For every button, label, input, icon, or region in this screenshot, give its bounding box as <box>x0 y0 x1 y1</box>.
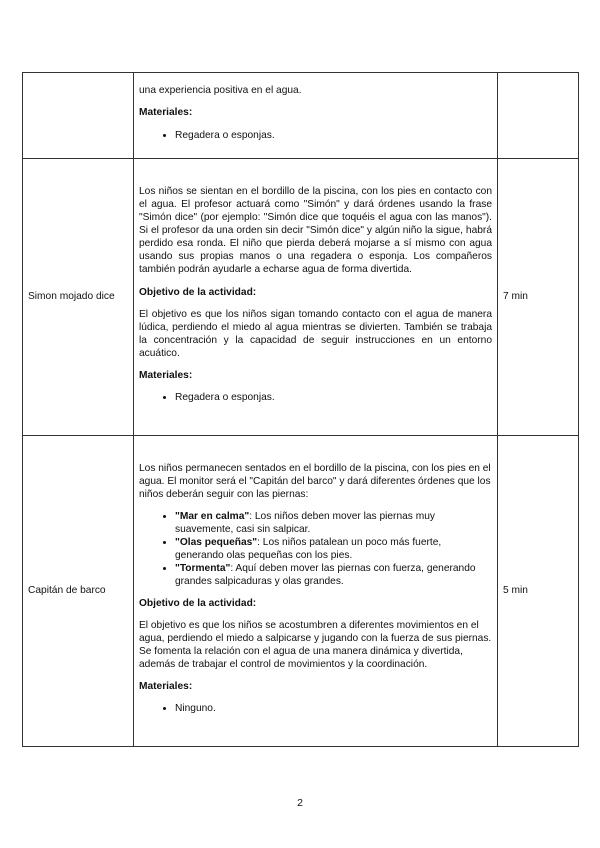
order-text: : Los niños deben mover las piernas muy suavemente, casi sin salpicar. <box>175 510 435 535</box>
materials-heading: Materiales: <box>139 107 193 119</box>
materials-list <box>139 391 492 404</box>
list-item <box>175 562 492 588</box>
activity-name-cell <box>23 159 134 436</box>
activity-description-cell <box>134 159 498 436</box>
objective-heading: Objetivo de la actividad: <box>139 598 257 610</box>
list-item <box>175 510 492 536</box>
page-number: 2 <box>297 797 303 809</box>
objective-text: El objetivo es que los niños sigan tomando contacto con el agua de manera lúdica, perdiendo el miedo al agua mientras se divierten. También se trabaja la concentración y la capacidad de seguir instrucciones en un entorno acuático. <box>139 308 492 359</box>
table-row <box>23 436 579 747</box>
order-text: : Los niños patalean un poco más fuerte, generando olas pequeñas con los pies. <box>175 536 442 561</box>
list-item: • Regadera o esponjas. <box>175 129 492 142</box>
objective-text: El objetivo es que los niños se acostumbren a diferentes movimientos en el agua, perdiendo el miedo a salpicarse y jugando con la fuerza de sus piernas. Se fomenta la relación con el agua de una manera dinámica y divertida, además de trabajar el control de movimientos y la coordinación. <box>139 620 492 671</box>
list-item: • Ninguno. <box>175 702 492 715</box>
activity-name-cell <box>23 73 134 159</box>
materials-heading: Materiales: <box>139 681 193 693</box>
description-continuation: una experiencia positiva en el agua. <box>139 85 302 97</box>
list-item: • Regadera o esponjas. <box>175 391 492 404</box>
activity-time-cell <box>498 436 579 747</box>
materials-heading: Materiales: <box>139 369 193 381</box>
order-term: "Mar en calma" <box>175 510 250 522</box>
activity-time-cell <box>498 159 579 436</box>
table-row <box>23 159 579 436</box>
activity-name: Simon mojado dice <box>28 291 115 303</box>
activity-time: 7 min <box>503 291 528 303</box>
list-item <box>175 536 492 562</box>
activity-description-cell <box>134 436 498 747</box>
activities-table <box>22 72 579 747</box>
order-text: : Aquí deben mover las piernas con fuerza, generando grandes salpicaduras y olas grandes. <box>175 562 476 587</box>
materials-list <box>139 702 492 715</box>
activity-time-cell <box>498 73 579 159</box>
activity-description: Los niños se sientan en el bordillo de la piscina, con los pies en contacto con el agua. El profesor actuará como "Simón" y dará órdenes usando la frase "Simón dice" (por ejemplo: "Simón dice que toquéis el agua con las manos"). Si el profesor da una orden sin decir "Simón dice" y algún niño la sigue, habrá perdido esa ronda. El niño que pierda deberá mojarse a sí mismo con agua usando sus propias manos o una regadera o esponja. Los compañeros también podrán ayudarle a echarse agua de forma divertida. <box>139 186 492 276</box>
order-term: "Tormenta" <box>175 562 231 574</box>
orders-list <box>139 510 492 588</box>
activity-description-cell <box>134 73 498 159</box>
activity-name: Capitán de barco <box>28 585 106 597</box>
activity-name-cell <box>23 436 134 747</box>
activity-description: Los niños permanecen sentados en el bordillo de la piscina, con los pies en el agua. El monitor será el "Capitán del barco" y dará diferentes órdenes que los niños deberán seguir con las piernas: <box>139 462 491 500</box>
activity-time: 5 min <box>503 585 528 597</box>
materials-list <box>139 129 492 142</box>
objective-heading: Objetivo de la actividad: <box>139 286 257 298</box>
table-row <box>23 73 579 159</box>
order-term: "Olas pequeñas" <box>175 536 258 548</box>
